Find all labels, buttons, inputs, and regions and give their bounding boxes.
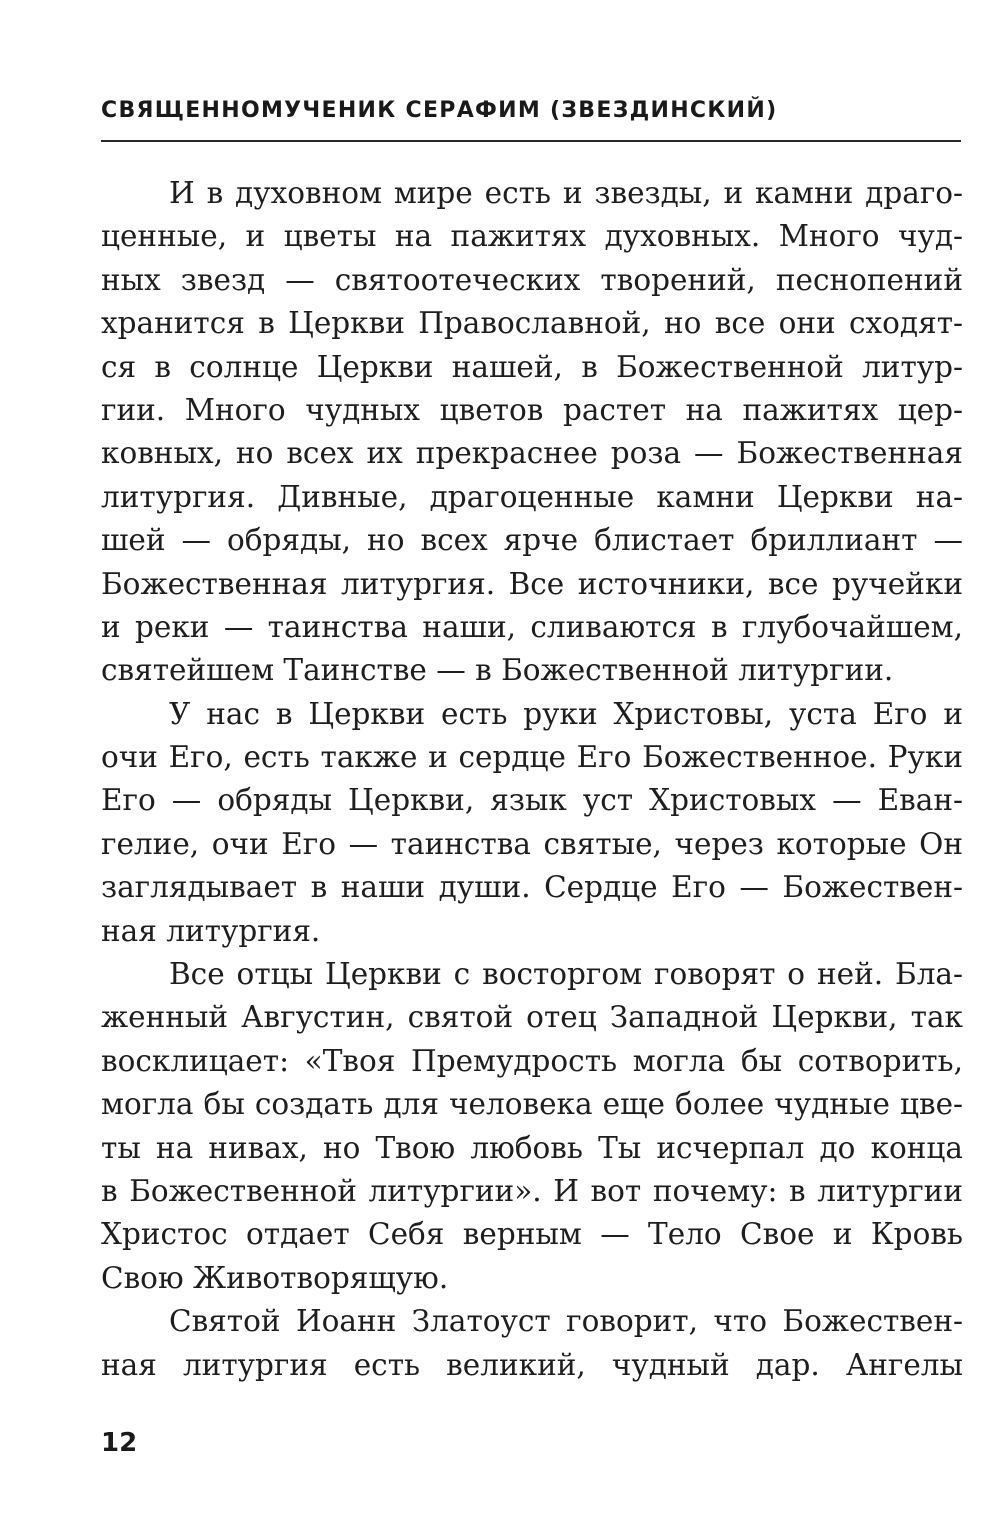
text-line: заглядывает в наши души. Сердце Его — Божествен- <box>101 870 963 905</box>
text-line: святейшем Таинстве — в Божественной литургии. <box>101 653 894 688</box>
text-line: ся в солнце Церкви нашей, в Божественной литур- <box>101 349 963 384</box>
text-line: ценные, и цветы на пажитях духовных. Много чуд- <box>101 219 963 254</box>
running-head: СВЯЩЕННОМУЧЕНИК СЕРАФИМ (ЗВЕЗДИНСКИЙ) <box>101 98 778 123</box>
text-line: восклицает: «Твоя Премудрость могла бы сотворить, <box>101 1043 963 1078</box>
text-line: У нас в Церкви есть руки Христовы, уста Его и <box>169 696 963 731</box>
text-line: шей — обряды, но всех ярче блистает бриллиант — <box>101 523 963 558</box>
text-line: Святой Иоанн Златоуст говорит, что Божествен- <box>169 1304 963 1339</box>
header-rule <box>101 140 961 142</box>
text-line: гелие, очи Его — таинства святые, через которые Он <box>101 826 963 861</box>
text-line: Христос отдает Себя верным — Тело Свое и Кровь <box>101 1217 963 1252</box>
text-line: ная литургия есть великий, чудный дар. Ангелы <box>101 1347 963 1382</box>
text-line: ты на нивах, но Твою любовь Ты исчерпал до конца <box>101 1130 963 1165</box>
text-line: очи Его, есть также и сердце Его Божественное. Руки <box>101 740 963 775</box>
page-body <box>101 172 963 1387</box>
text-line: И в духовном мире есть и звезды, и камни драго- <box>169 176 963 210</box>
text-line: гии. Много чудных цветов растет на пажитях цер- <box>101 392 963 427</box>
text-line: в Божественной литургии». И вот почему: в литургии <box>101 1173 963 1208</box>
text-line: ная литургия. <box>101 913 321 948</box>
text-line: и реки — таинства наши, сливаются в глубочайшем, <box>101 609 963 644</box>
text-line: хранится в Церкви Православной, но все они сходят- <box>101 306 963 341</box>
text-line: Божественная литургия. Все источники, все ручейки <box>101 566 963 601</box>
text-line: литургия. Дивные, драгоценные камни Церкви на- <box>101 479 963 514</box>
text-line: Его — обряды Церкви, язык уст Христовых — Еван- <box>101 783 963 818</box>
text-line: женный Августин, святой отец Западной Церкви, так <box>101 1000 963 1035</box>
text-line: ковных, но всех их прекраснее роза — Божественная <box>101 436 963 471</box>
text-line: Все отцы Церкви с восторгом говорят о ней. Бла- <box>169 957 963 992</box>
text-line: могла бы создать для человека еще более чудные цве- <box>101 1087 963 1122</box>
text-line: Свою Животворящую. <box>101 1260 449 1295</box>
text-line: ных звезд — святоотеческих творений, песнопений <box>101 262 963 297</box>
page-number: 12 <box>101 1428 138 1458</box>
